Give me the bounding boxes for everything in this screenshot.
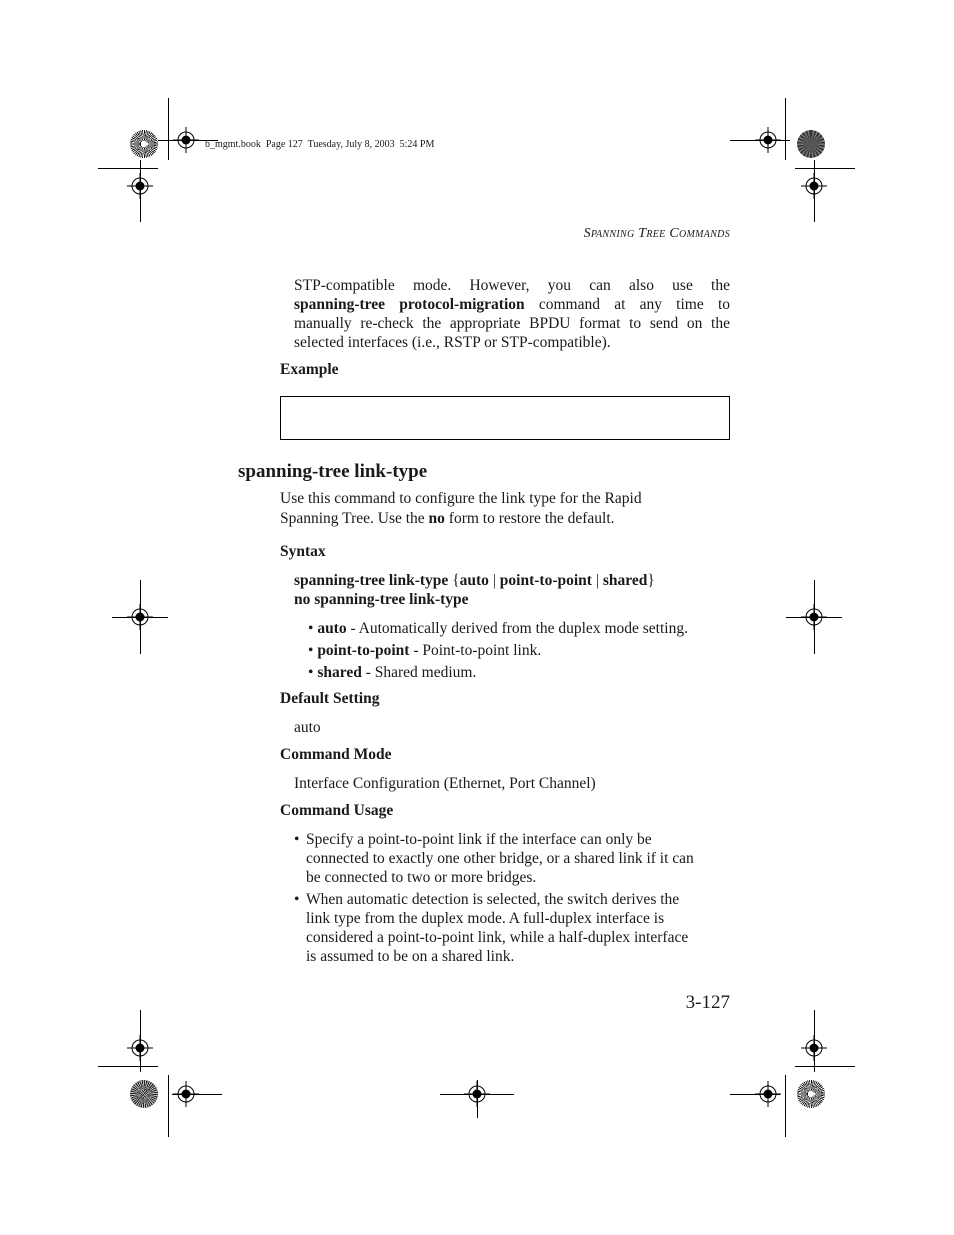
option-term: point-to-point [317,642,410,659]
usage-line: link type from the duplex mode. A full-duplex interface is [306,910,665,927]
registration-mark-icon [127,604,153,630]
section-title: spanning-tree link-type [238,461,428,482]
usage-list [294,830,730,966]
usage-line: is assumed to be on a shared link. [306,948,515,965]
syntax-block [294,571,655,609]
syntax-option: point-to-point [499,572,592,589]
option-term: auto [317,620,347,637]
option-item [308,662,688,684]
command-mode-heading: Command Mode [280,746,392,763]
syntax-separator: | [591,572,603,589]
intro-text: command at any time to [524,296,731,313]
default-setting-heading: Default Setting [280,690,380,707]
option-desc: - Shared medium. [361,664,477,681]
option-item [308,618,688,640]
registration-mark-icon [755,1081,781,1107]
option-item [308,640,688,662]
registration-mark-icon [127,173,153,199]
option-desc: - Point-to-point link. [409,642,542,659]
registration-mark-icon [173,127,199,153]
registration-mark-icon [801,173,827,199]
bullet: • [294,891,300,908]
density-disc-icon [797,130,825,158]
command-name: spanning-tree protocol-migration [294,296,525,313]
example-code-box [280,396,730,440]
registration-mark-icon [801,1035,827,1061]
example-heading: Example [280,361,339,378]
usage-line: connected to exactly one other bridge, or a shared link if it can [306,850,694,867]
command-mode-value: Interface Configuration (Ethernet, Port Channel) [294,775,596,792]
running-head-text: Spanning Tree Commands [583,226,730,241]
section-description [280,489,700,529]
density-disc-icon [797,1080,825,1108]
syntax-option: shared [602,572,648,589]
usage-line: considered a point-to-point link, while a half-duplex interface [306,929,689,946]
option-desc: - Automatically derived from the duplex mode setting. [346,620,688,637]
desc-text: form to restore the default. [444,510,615,527]
syntax-line [294,571,655,590]
bullet: • [308,664,314,681]
example-code [281,397,729,409]
no-keyword: no [428,510,445,527]
intro-line: STP-compatible mode. However, you can also use the [294,277,730,294]
intro-line [294,295,730,314]
page-number: 3-127 [685,992,730,1013]
registration-mark-icon [464,1081,490,1107]
intro-line: selected interfaces (i.e., RSTP or STP-compatible). [294,334,611,351]
syntax-brace: } [647,572,655,589]
intro-paragraph [294,276,730,352]
options-list [308,618,688,684]
usage-line: Specify a point-to-point link if the interface can only be [306,831,652,848]
registration-mark-icon [173,1081,199,1107]
bullet: • [294,831,300,848]
density-disc-icon [130,130,158,158]
bullet: • [308,642,314,659]
syntax-command: spanning-tree link-type [294,572,449,589]
usage-line: be connected to two or more bridges. [306,869,537,886]
option-term: shared [317,664,362,681]
bullet: • [308,620,314,637]
syntax-line: no spanning-tree link-type [294,591,469,608]
registration-mark-icon [801,604,827,630]
usage-line: When automatic detection is selected, the switch derives the [306,891,680,908]
usage-item [294,890,730,966]
desc-line [280,509,700,529]
registration-mark-icon [755,127,781,153]
density-disc-icon [130,1080,158,1108]
print-slug: b_mgmt.book Page 127 Tuesday, July 8, 2003 5:24 PM [205,139,435,150]
syntax-brace: { [448,572,460,589]
intro-line: manually re-check the appropriate BPDU format to send on the [294,315,730,332]
usage-item [294,830,730,887]
desc-line: Use this command to configure the link type for the Rapid [280,490,642,507]
syntax-separator: | [488,572,500,589]
default-setting-value: auto [294,719,321,736]
command-usage-heading: Command Usage [280,802,394,819]
desc-text: Spanning Tree. Use the [280,510,429,527]
running-head [584,226,730,242]
registration-mark-icon [127,1035,153,1061]
syntax-heading: Syntax [280,543,326,560]
syntax-option: auto [459,572,489,589]
